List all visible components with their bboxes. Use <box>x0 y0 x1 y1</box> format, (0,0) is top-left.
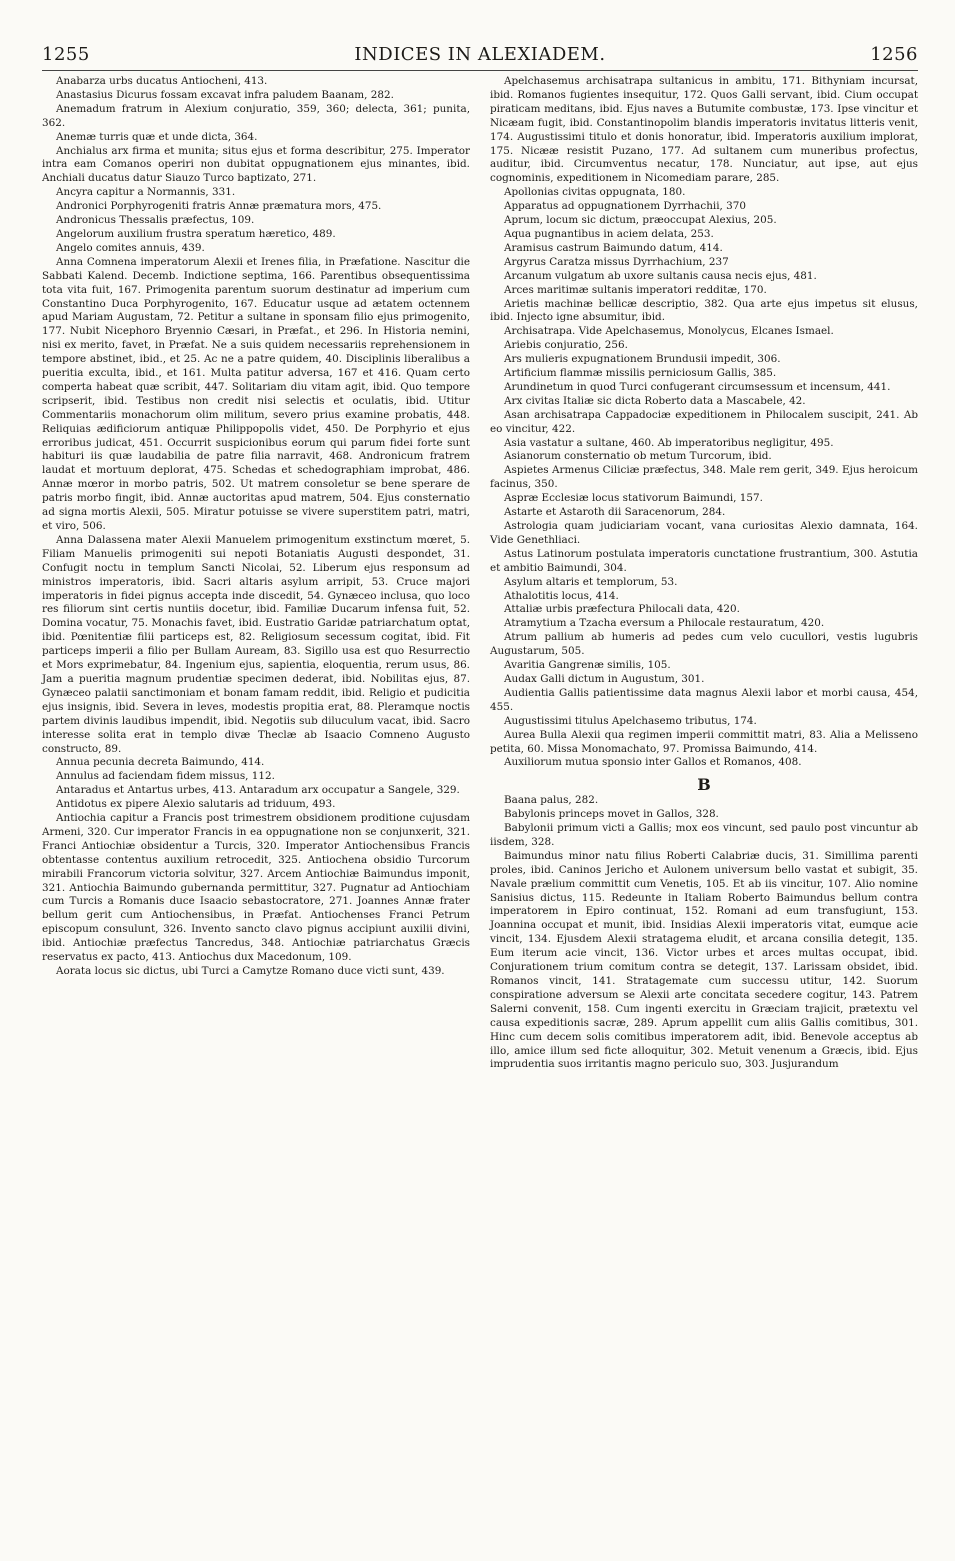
page-header <box>42 40 918 71</box>
index-entry: Anna Comnena imperatorum Alexii et Irenes filia, in Præfatione. Nascitur die Sabbati Kalend. Decemb. Indictione septima, 166. Parentibus obsequentissima tota vita fuit, 167. Primogenita parentum suorum destinatur ad imperium cum Constantino Duca Porphyrogenito, 167. Educatur usque ad ætatem octennem apud Mariam Augustam, 72. Petitur a sultane in sponsam filio ejus primogenito, 177. Nubit Nicephoro Bryennio Cæsari, in Præfat., et 296. In Historia nemini, nisi ex merito, favet, in Præfat. Ne a suis quidem necessariis reprehensionem in tempore abstinet, ibid., et 25. Ac ne a patre quidem, 40. Disciplinis liberalibus a pueritia exculta, ibid., et 161. Multa patitur adversa, 167 et 416. Quam certo comperta habeat quæ scribit, 447. Solitariam diu vitam agit, ibid. Quo tempore scripserit, ibid. Testibus non credit nisi selectis et oculatis, ibid. Utitur Commentariis monachorum olim militum, severo prius examine probatis, 448. Reliquias ædificiorum antiquæ Philippopolis videt, 450. De Porphyrio et ejus erroribus judicat, 451. Occurrit suspicionibus eorum qui parum fidei forte sunt habituri iis quæ laudabilia de patre filia narravit, 468. Andronicum fratrem laudat et mortuum deplorat, 475. Schedas et schedographiam improbat, 486. Annæ mœror in morbo patris, 502. Ut matrem consoletur se bene sperare de patris morbo fingit, ibid. Annæ auctoritas apud matrem, 504. Ejus consternatio ad signa mortis Alexii, 505. Miratur potuisse se vivere superstitem patri, matri, et viro, 506. <box>42 255 470 532</box>
index-entry: Ancyra capitur a Normannis, 331. <box>56 186 236 199</box>
index-entry: Attaliæ urbis præfectura Philocali data, 420. <box>504 603 740 616</box>
index-entry: Baimundus minor natu filius Roberti Calabriæ ducis, 31. Simillima parenti proles, ibid. Caninos Jericho et Aulonem universum bello vastat et subigit, 35. Navale prælium committit cum Venetis, 105. Et ab iis vincitur, 107. Alio nomine Sanisius dictus, 115. Redeunte in Italiam Roberto Baimundus bellum contra imperatorem in Epiro continuat, 152. Romani ad eum transfugiunt, 153. Joannina occupat et munit, ibid. Insidias Alexii imperatoris vitat, eumque acie vincit, 134. Ejusdem Alexii stratagema eludit, et arcana consilia detegit, 135. Eum iterum acie vincit, 136. Victor urbes et arces multas occupat, ibid. Conjurationem trium comitum contra se detegit, 137. Larissam obsidet, ibid. Romanos vincit, 141. Stratagemate cum successu utitur, 142. Suorum conspiratione adversum se Alexii arte concitata secedere cogitur, 143. Patrem Salerni convenit, 158. Cum ingenti exercitu in Græciam trajicit, prætextu vel causa expeditionis sacræ, 289. Aprum appellit cum aliis Gallis comitibus, 301. Hinc cum decem solis comitibus imperatorem adit, ibid. Benevole acceptus ab illo, amice illum sed ficte alloquitur, 302. Metuit venenum a Græcis, ibid. Ejus imprudentia suos irritantis magno periculo suo, 303. Jusjurandum <box>490 849 918 1071</box>
index-entry: Arundinetum in quod Turci confugerant circumsessum et incensum, 441. <box>504 380 891 393</box>
running-title: INDICES IN ALEXIADEM. <box>354 44 606 65</box>
index-entry: Anchialus arx firma et munita; situs ejus et forma describitur, 275. Imperator intra eam Comanos operiri non dubitat oppugnationem ejus minantes, ibid. Anchiali ducatus datur Siauzo Turco baptizato, 271. <box>42 144 470 185</box>
index-entry: Astus Latinorum postulata imperatoris cunctatione frustrantium, 300. Astutia et ambitio Baimundi, 304. <box>490 547 918 574</box>
index-entry: Auxiliorum mutua sponsio inter Gallos et Romanos, 408. <box>504 756 802 769</box>
index-entry: Augustissimi titulus Apelchasemo tributus, 174. <box>504 714 757 727</box>
index-entry: Atramytium a Tzacha eversum a Philocale restauratum, 420. <box>504 617 825 630</box>
index-entry: Audientia Gallis patientissime data magnus Alexii labor et morbi causa, 454, 455. <box>490 686 918 713</box>
index-entry: Babylonii primum victi a Gallis; mox eos vincunt, sed paulo post vincuntur ab iisdem, 328. <box>490 822 918 848</box>
index-entry: Angelorum auxilium frustra speratum hæretico, 489. <box>56 227 336 240</box>
index-entry: Atrum pallium ab humeris ad pedes cum velo cucullori, vestis lugubris Augustarum, 505. <box>490 631 918 658</box>
index-entry: Athalotitis locus, 414. <box>504 589 619 602</box>
index-entry: Asylum altaris et templorum, 53. <box>504 575 678 588</box>
index-entry: Asan archisatrapa Cappadociæ expeditionem in Philocalem suscipit, 241. Ab eo vincitur, 422. <box>490 408 918 435</box>
index-entry: Ars mulieris expugnationem Brundusii impedit, 306. <box>504 353 781 366</box>
index-entry: Arces maritimæ sultanis imperatori redditæ, 170. <box>504 283 767 296</box>
index-entry: Angelo comites annuis, 439. <box>56 241 205 254</box>
index-entry: Arcanum vulgatum ab uxore sultanis causa necis ejus, 481. <box>504 269 817 282</box>
index-entry: Anastasius Dicurus fossam excavat infra paludem Baanam, 282. <box>56 88 394 101</box>
index-entry: Arietis machinæ bellicæ descriptio, 382. Qua arte ejus impetus sit elusus, ibid. Injecto igne absumitur, ibid. <box>490 297 918 324</box>
index-entry: Aqua pugnantibus in aciem delata, 253. <box>504 227 714 240</box>
index-entry: Anna Dalassena mater Alexii Manuelem primogenitum exstinctum mœret, 5. Filiam Manuelis primogeniti sui nepoti Botaniatis Augusti despondet, 31. Confugit noctu in templum Sancti Nicolai, 52. Liberum ejus responsum ad ministros imperatoris, ibid. Sacri altaris asylum arripit, 53. Cruce majori imperatoris in fidei pignus accepta inde discedit, 54. Gynæceo inclusa, quo loco res filiorum sint certis nuntiis docetur, ibid. Familiæ Ducarum infensa fuit, 52. Domina vocatur, 75. Monachis favet, ibid. Eustratio Garidæ patriarchatum optat, ibid. Pœnitentiæ filii particeps est, 82. Religiosum secessum cogitat, ibid. Fit particeps imperii a filio per Bullam Auream, 83. Sigillo usa est quo Resurrectio et Mors exprimebatur, 84. Ingenium ejus, sapientia, eloquentia, rerum usus, 86. Jam a pueritia magnum prudentiæ specimen dederat, ibid. Nobilitas ejus, 87. Gynæceo palatii sanctimoniam et bonam famam reddit, ibid. Religio et pudicitia ejus insignis, ibid. Severa in leves, modestis propitia erat, 88. Pleramque noctis partem divinis laudibus impendit, ibid. Negotiis sub diluculum vacat, ibid. Sacro interesse solita erat in templo divæ Theclæ ab Isaacio Comneno Augusto constructo, 89. <box>42 533 470 755</box>
index-entry: Anemadum fratrum in Alexium conjuratio, 359, 360; delecta, 361; punita, 362. <box>42 102 470 129</box>
index-columns <box>42 75 918 1072</box>
index-entry: Aurea Bulla Alexii qua regimen imperii committit matri, 83. Alia a Melisseno petita, 60. Missa Monomachato, 97. Promissa Baimundo, 414. <box>490 728 918 755</box>
right-column <box>490 75 918 1072</box>
index-entry: Arx civitas Italiæ sic dicta Roberto data a Mascabele, 42. <box>504 394 806 407</box>
index-entry: Aramisus castrum Baimundo datum, 414. <box>504 241 723 254</box>
index-entry: Aspietes Armenus Ciliciæ præfectus, 348. Male rem gerit, 349. Ejus heroicum facinus, 350. <box>490 464 918 491</box>
index-entry: Aspræ Ecclesiæ locus stativorum Baimundi, 157. <box>504 492 763 505</box>
index-entry: Argyrus Caratza missus Dyrrhachium, 237 <box>504 255 729 268</box>
index-entry: Astrologia quam judiciariam vocant, vana curiositas Alexio damnata, 164. Vide Genethliaci. <box>490 520 918 546</box>
index-entry: Antaradus et Antartus urbes, 413. Antaradum arx occupatur a Sangele, 329. <box>56 784 460 797</box>
index-entry: Antidotus ex pipere Alexio salutaris ad triduum, 493. <box>56 798 336 811</box>
index-entry: Aprum, locum sic dictum, præoccupat Alexius, 205. <box>504 214 777 227</box>
index-entry: Babylonis princeps movet in Gallos, 328. <box>504 808 719 821</box>
index-entry: Baana palus, 282. <box>504 794 599 807</box>
index-entry: Apelchasemus archisatrapa sultanicus in ambitu, 171. Bithyniam incursat, ibid. Romanos fugientes insequitur, 172. Quos Galli servant, ibid. Cium occupat piraticam meditans, ibid. Ejus naves a Butumite combustæ, 173. Ipse vincitur et Nicæam fugit, ibid. Constantinopolim blandis imperatoris invitatus litteris venit, 174. Augustissimi titulo et donis honoratur, ibid. Imperatoris auxilium implorat, 175. Nicææ resistit Puzano, 177. Ad sultanem cum muneribus profectus, auditur, ibid. Circumventus necatur, 178. Nunciatur, aut ipse, aut ejus cognominis, expeditionem in Nicomediam parare, 285. <box>490 75 918 185</box>
index-entry: Andronici Porphyrogeniti fratris Annæ præmatura mors, 475. <box>56 200 382 213</box>
index-entry: Annulus ad faciendam fidem missus, 112. <box>56 770 275 783</box>
index-entry: Apollonias civitas oppugnata, 180. <box>504 186 686 199</box>
entries-letter-b <box>490 794 918 1072</box>
entries-letter-a <box>490 75 918 770</box>
index-entry: Anabarza urbs ducatus Antiocheni, 413. <box>56 75 268 87</box>
index-entry: Anemæ turris quæ et unde dicta, 364. <box>56 130 258 143</box>
page-number-right: 1256 <box>870 44 918 65</box>
index-entry: Aorata locus sic dictus, ubi Turci a Camytze Romano duce victi sunt, 439. <box>56 965 445 977</box>
index-entry: Avaritia Gangrenæ similis, 105. <box>504 659 671 672</box>
left-column <box>42 75 470 1072</box>
page-number-left: 1255 <box>42 44 90 65</box>
section-letter-b: B <box>697 775 711 795</box>
index-entry: Apparatus ad oppugnationem Dyrrhachii, 370 <box>504 200 746 213</box>
index-entry: Audax Galli dictum in Augustum, 301. <box>504 672 705 685</box>
index-entry: Asia vastatur a sultane, 460. Ab imperatoribus negligitur, 495. <box>504 436 834 449</box>
index-entry: Ariebis conjuratio, 256. <box>504 339 628 352</box>
index-entry: Antiochia capitur a Francis post trimestrem obsidionem proditione cujusdam Armeni, 320. Cur imperator Francis in ea oppugnatione non se conjunxerit, 321. Franci Antiochiæ obsidentur a Turcis, 320. Imperator Antiochensibus Francis obtentasse contentus auxilium retrocedit, 325. Antiochena obsidio Turcorum mirabili Francorum victoria solvitur, 327. Arcem Antiochiæ Baimundus imponit, 321. Antiochia Baimundo gubernanda permittitur, 327. Pugnatur ad Antiochiam cum Turcis a Romanis duce Isaacio sebastocratore, 271. Joannes Annæ frater bellum gerit cum Antiochensibus, in Præfat. Antiochenses Franci Petrum episcopum consulunt, 326. Invento sancto clavo pignus accipiunt auxilii divini, ibid. Antiochiæ præfectus Tancredus, 348. Antiochiæ patriarchatus Græcis reservatus ex pacto, 413. Antiochus dux Macedonum, 109. <box>42 812 470 964</box>
index-entry: Asianorum consternatio ob metum Turcorum, ibid. <box>504 450 772 463</box>
index-entry: Artificium flammæ missilis perniciosum Gallis, 385. <box>504 367 777 380</box>
index-entry: Archisatrapa. Vide Apelchasemus, Monolycus, Elcanes Ismael. <box>504 325 834 338</box>
index-entry: Astarte et Astaroth dii Saracenorum, 284. <box>504 506 726 519</box>
index-entry: Andronicus Thessalis præfectus, 109. <box>56 214 255 227</box>
index-entry: Annua pecunia decreta Baimundo, 414. <box>56 756 265 769</box>
